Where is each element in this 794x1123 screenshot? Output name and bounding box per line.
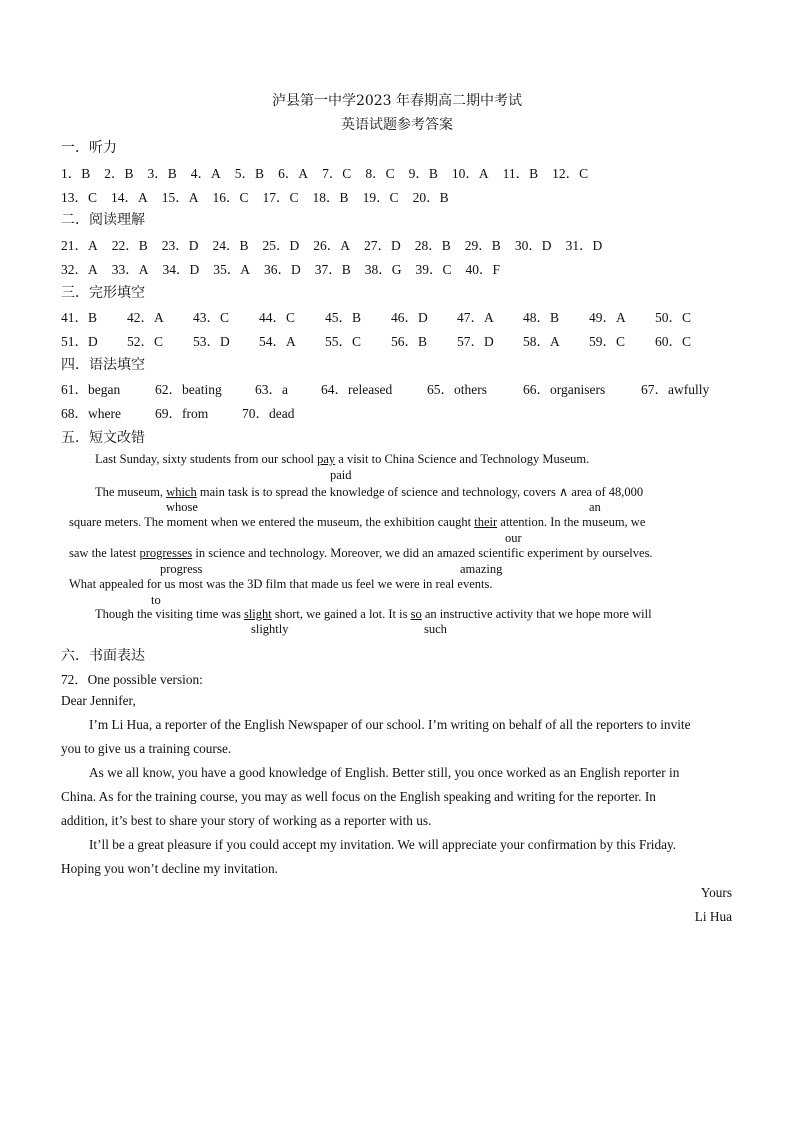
answer: 55．C [325, 334, 362, 349]
correction: to [151, 593, 161, 607]
correction: our [505, 531, 522, 545]
passage-text: Though the visiting time was [95, 607, 244, 621]
passage-text: saw the latest [69, 546, 140, 560]
essay-label: 72．One possible version: [61, 672, 203, 687]
essay-line: China. As for the training course, you may as well focus on the English speaking and writing for the reporter. In [61, 789, 656, 804]
answer: 26．A [313, 238, 351, 253]
answer: 61．began [61, 382, 121, 397]
answer: 12．C [552, 166, 589, 181]
essay-line: It’ll be a great pleasure if you could accept my invitation. We will appreciate your confirmation by this Friday. [89, 837, 677, 852]
answer: 41．B [61, 310, 98, 325]
answer: 20．B [412, 190, 449, 205]
answer: 11．B [502, 166, 539, 181]
error-word: which [166, 485, 197, 499]
section-heading-grammar: 四．语法填空 [61, 357, 145, 373]
essay-line: you to give us a training course. [61, 741, 232, 756]
answer: 54．A [259, 334, 296, 349]
correction: whose [166, 500, 198, 514]
answer: 45．B [325, 310, 362, 325]
essay-line: Hoping you won’t decline my invitation. [61, 861, 278, 876]
answer: 19．C [362, 190, 399, 205]
answer: 40．F [465, 262, 501, 277]
answer: 52．C [127, 334, 164, 349]
answer: 63．a [255, 382, 288, 397]
essay-salutation: Dear Jennifer, [61, 693, 136, 708]
answer: 70．dead [242, 406, 295, 421]
answer: 60．C [655, 334, 692, 349]
answer: 53．D [193, 334, 230, 349]
answer: 66．organisers [523, 382, 606, 397]
cloze-row-1 [61, 306, 721, 326]
passage-text: square meters. The moment when we entered the museum, the exhibition caught [69, 515, 475, 529]
answer: 31．D [565, 238, 603, 253]
error-word: pay [317, 452, 336, 466]
answer: 44．C [259, 310, 296, 325]
passage-text: a visit to China Science and Technology Museum. [335, 452, 590, 466]
insert-caret: ∧ [559, 485, 569, 499]
correction: an [589, 500, 601, 514]
answer: 29．B [464, 238, 501, 253]
answer: 2．B [104, 166, 134, 181]
essay-line: addition, it’s best to share your story of working as a reporter with us. [61, 813, 432, 828]
passage-line-4 [69, 546, 653, 561]
answer: 43．C [193, 310, 230, 325]
answer: 17．C [262, 190, 299, 205]
answer: 51．D [61, 334, 98, 349]
answer: 10．A [451, 166, 489, 181]
answer: 64．released [321, 382, 393, 397]
answer: 49．A [589, 310, 626, 325]
essay-line: I’m Li Hua, a reporter of the English Newspaper of our school. I’m writing on behalf of all the reporters to invite [89, 717, 691, 732]
answer: 47．A [457, 310, 494, 325]
correction: such [424, 622, 447, 636]
answer: 65．others [427, 382, 487, 397]
error-word: so [410, 607, 422, 621]
section-heading-cloze: 三．完形填空 [61, 285, 145, 301]
passage-text: an instructive activity that we hope more will [421, 607, 652, 621]
passage-line-1 [95, 452, 589, 467]
reading-row-2 [61, 258, 514, 278]
error-word: progresses [139, 546, 193, 560]
essay-line: As we all know, you have a good knowledge of English. Better still, you once worked as an English reporter in [89, 765, 680, 780]
answer: 9．B [408, 166, 438, 181]
page-title: 泸县第一中学2023 年春期高二期中考试 [271, 93, 523, 109]
answer: 18．B [312, 190, 349, 205]
error-word: slight [243, 607, 272, 621]
answer: 21．A [61, 238, 98, 253]
error-word: their [474, 515, 498, 529]
correction: slightly [251, 622, 289, 636]
passage-line-3 [69, 515, 645, 530]
answer: 69．from [155, 406, 209, 421]
passage-text: in science and technology. Moreover, we did an amazed scientific experiment by ourselves. [192, 546, 653, 560]
essay-signature: Li Hua [694, 909, 732, 924]
answer: 4．A [190, 166, 221, 181]
answer: 27．D [364, 238, 401, 253]
answer: 6．A [278, 166, 309, 181]
page-subtitle: 英语试题参考答案 [341, 117, 453, 133]
answer: 68．where [61, 406, 121, 421]
passage-text: main task is to spread the knowledge of science and technology, covers [196, 485, 560, 499]
listening-row-1 [61, 162, 602, 182]
answer: 23．D [161, 238, 199, 253]
answer: 37．B [314, 262, 351, 277]
answer: 36．D [264, 262, 301, 277]
answer: 24．B [212, 238, 249, 253]
answer: 42．A [127, 310, 164, 325]
section-heading-reading: 二．阅读理解 [61, 212, 145, 228]
passage-text: Last Sunday, sixty students from our school [95, 452, 318, 466]
answer: 16．C [212, 190, 249, 205]
answer: 8．C [365, 166, 395, 181]
answer: 13．C [61, 190, 98, 205]
answer: 28．B [414, 238, 451, 253]
answer: 30．D [514, 238, 552, 253]
cloze-row-2 [61, 330, 721, 350]
answer: 32．A [61, 262, 98, 277]
correction: amazing [460, 562, 503, 576]
answer: 59．C [589, 334, 626, 349]
answer: 56．B [391, 334, 428, 349]
answer: 35．A [213, 262, 250, 277]
answer: 33．A [111, 262, 149, 277]
listening-row-2 [61, 186, 463, 206]
answer: 22．B [111, 238, 148, 253]
essay-closing: Yours [700, 885, 732, 900]
answer: 14．A [111, 190, 148, 205]
correction: paid [330, 468, 352, 482]
reading-row-1 [61, 234, 616, 254]
passage-text: short, we gained a lot. It is [271, 607, 411, 621]
answer: 50．C [655, 310, 692, 325]
correction: progress [160, 562, 203, 576]
answer: 3．B [147, 166, 177, 181]
answer: 67．awfully [641, 382, 710, 397]
answer: 5．B [234, 166, 265, 181]
passage-text: The museum, [95, 485, 167, 499]
section-heading-listening: 一．听力 [61, 140, 117, 156]
answer: 58．A [523, 334, 560, 349]
answer: 15．A [161, 190, 199, 205]
answer: 57．D [457, 334, 494, 349]
passage-line-6 [95, 607, 652, 622]
passage-line-5: What appealed for us most was the 3D film that made us feel we were in real events. [69, 577, 493, 591]
passage-line-2 [95, 484, 643, 500]
section-heading-error-correction: 五．短文改错 [61, 430, 145, 446]
answer: 25．D [262, 238, 300, 253]
passage-text: area of 48,000 [568, 485, 644, 499]
passage-text: attention. In the museum, we [497, 515, 646, 529]
answer: 7．C [322, 166, 352, 181]
answer: 34．D [162, 262, 200, 277]
answer: 38．G [364, 262, 402, 277]
section-heading-writing: 六．书面表达 [61, 648, 145, 664]
answer: 39．C [415, 262, 452, 277]
answer: 62．beating [155, 382, 222, 397]
answer: 46．D [391, 310, 428, 325]
answer: 48．B [523, 310, 560, 325]
answer: 1．B [61, 166, 91, 181]
